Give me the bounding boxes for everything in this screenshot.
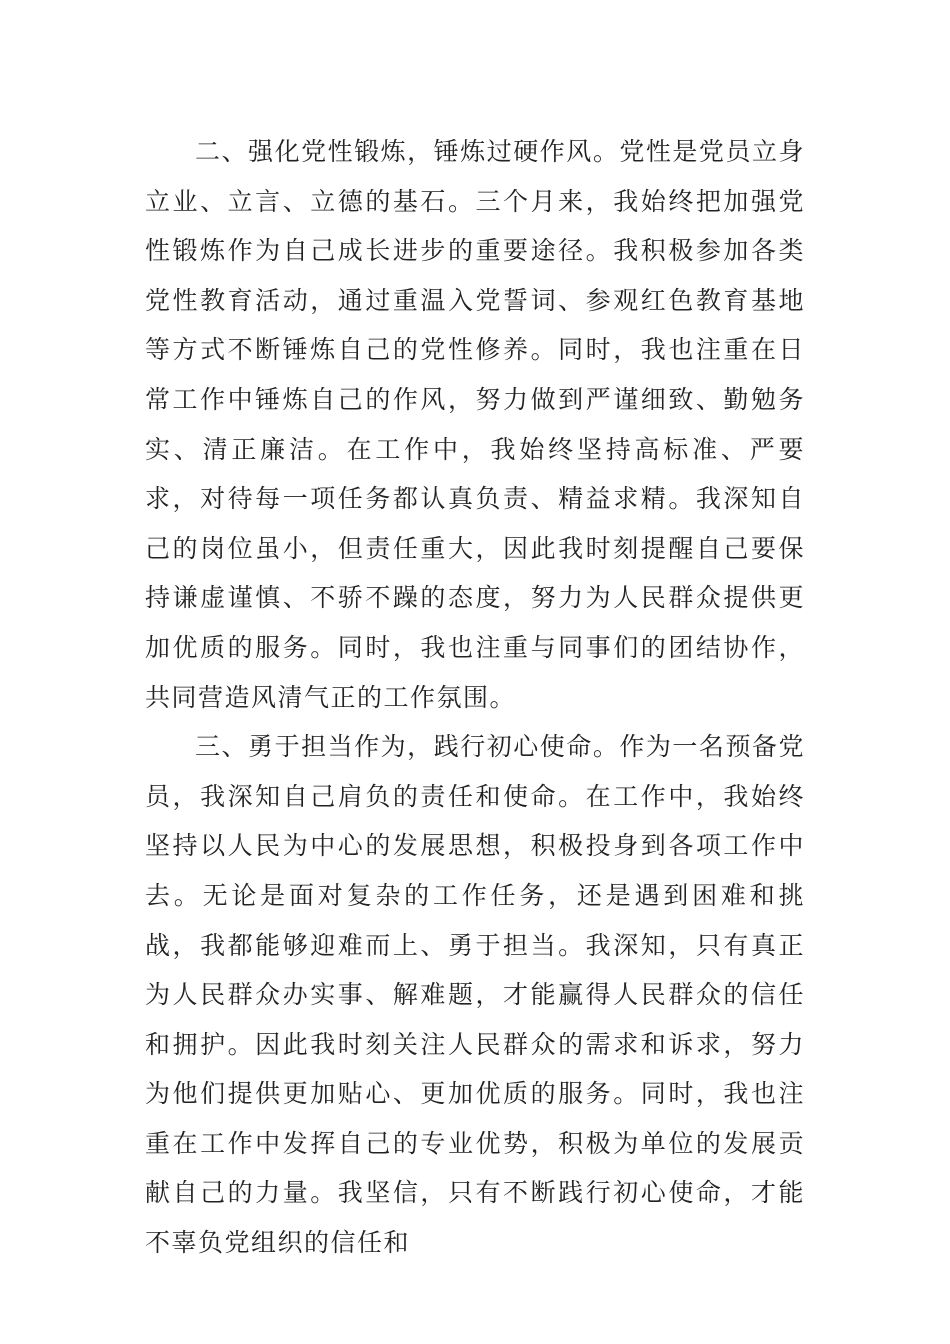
paragraph-take-responsibility: 三、勇于担当作为，践行初心使命。作为一名预备党员，我深知自己肩负的责任和使命。在工作中，我始终坚持以人民为中心的发展思想，积极投身到各项工作中去。无论是面对复杂的工作任务，还是遇到困难和挑战，我都能够迎难而上、勇于担当。我深知，只有真正为人民群众办实事、解难题，才能赢得人民群众的信任和拥护。因此我时刻关注人民群众的需求和诉求，努力为他们提供更加贴心、更加优质的服务。同时，我也注重在工作中发挥自己的专业优势，积极为单位的发展贡献自己的力量。我坚信，只有不断践行初心使命，才能不辜负党组织的信任和 [145,732,805,1258]
paragraph-strengthen-party-spirit: 二、强化党性锻炼，锤炼过硬作风。党性是党员立身立业、立言、立德的基石。三个月来，我始终把加强党性锻炼作为自己成长进步的重要途径。我积极参加各类党性教育活动，通过重温入党誓词、参观红色教育基地等方式不断锤炼自己的党性修养。同时，我也注重在日常工作中锤炼自己的作风，努力做到严谨细致、勤勉务实、清正廉洁。在工作中，我始终坚持高标准、严要求，对待每一项任务都认真负责、精益求精。我深知自己的岗位虽小，但责任重大，因此我时刻提醒自己要保持谦虚谨慎、不骄不躁的态度，努力为人民群众提供更加优质的服务。同时，我也注重与同事们的团结协作，共同营造风清气正的工作氛围。 [145,137,805,712]
document-body [145,127,805,1268]
